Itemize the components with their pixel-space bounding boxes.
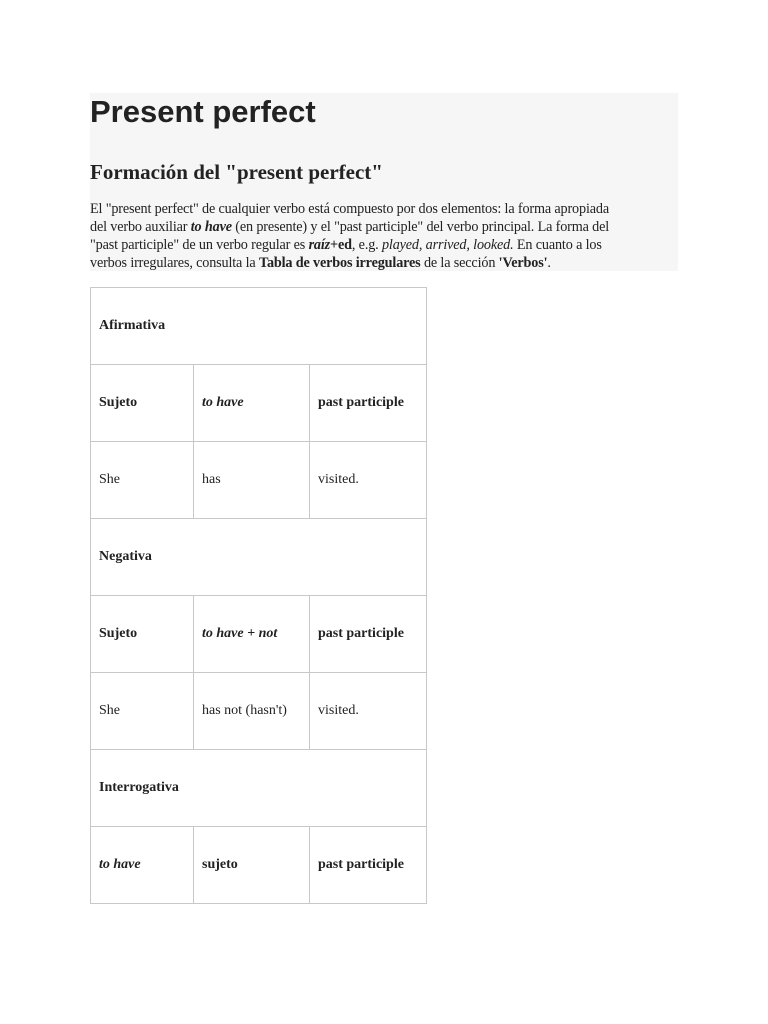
term-raiz: raíz: [308, 237, 331, 253]
interrogative-heading: Interrogativa: [91, 750, 427, 827]
irregular-verbs-table-link: Tabla de verbos irregulares: [258, 255, 421, 271]
header-cell: to have + not: [194, 596, 310, 673]
table-cell: visited.: [310, 673, 427, 750]
table-row: [91, 519, 427, 596]
intro-paragraph: [90, 200, 680, 272]
header-cell: to have: [194, 365, 310, 442]
section-title: Formación del "present perfect": [90, 160, 383, 184]
verbos-section-link: 'Verbos': [498, 255, 548, 271]
table-cell: has not (hasn't): [194, 673, 310, 750]
table-row: [91, 596, 427, 673]
intro-line-1: El "present perfect" de cualquier verbo está compuesto por dos elementos: la forma apropiada: [90, 201, 609, 217]
intro-line-3: "past participle" de un verbo regular es raíz+ed, e.g. played, arrived, looked. En cuanto a los: [90, 237, 602, 253]
header-cell: sujeto: [194, 827, 310, 904]
negative-heading: Negativa: [91, 519, 427, 596]
table-row: [91, 673, 427, 750]
affirmative-heading: Afirmativa: [91, 288, 427, 365]
table-cell: has: [194, 442, 310, 519]
table-row: [91, 365, 427, 442]
intro-line-4: verbos irregulares, consulta la Tabla de verbos irregulares de la sección 'Verbos'.: [90, 255, 551, 271]
term-ed: +ed: [330, 237, 352, 253]
table-cell: She: [91, 673, 194, 750]
examples: played, arrived, looked.: [381, 237, 514, 253]
conjugation-table: [90, 287, 427, 904]
header-cell: Sujeto: [91, 365, 194, 442]
table-cell: She: [91, 442, 194, 519]
table-row: [91, 827, 427, 904]
table-row: [91, 442, 427, 519]
table-row: [91, 288, 427, 365]
table-cell: visited.: [310, 442, 427, 519]
header-cell: past participle: [310, 827, 427, 904]
header-cell: to have: [91, 827, 194, 904]
table-row: [91, 750, 427, 827]
page-title: Present perfect: [90, 94, 316, 129]
header-cell: Sujeto: [91, 596, 194, 673]
intro-line-2: del verbo auxiliar to have (en presente) y el "past participle" del verbo principal. La forma del: [90, 219, 610, 235]
header-cell: past participle: [310, 365, 427, 442]
term-to-have: to have: [190, 219, 232, 235]
header-cell: past participle: [310, 596, 427, 673]
